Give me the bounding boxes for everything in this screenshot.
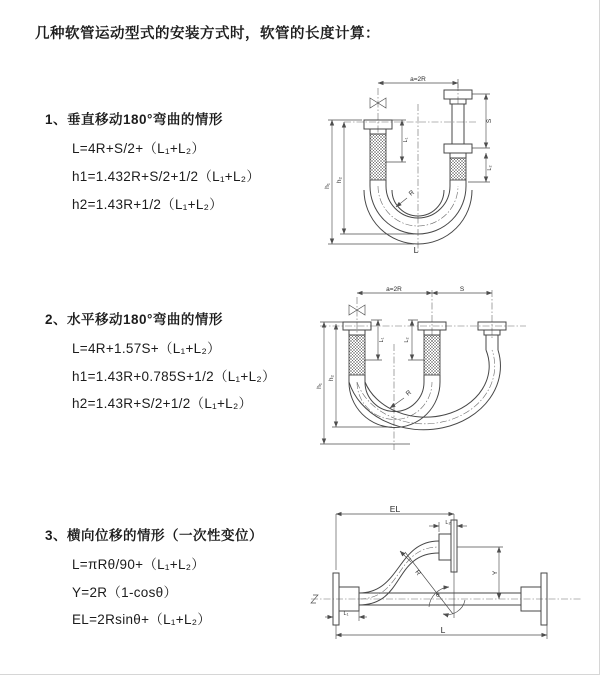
section1-formula-h2: h2=1.43R+1/2（L₁+L₂） [72,197,223,212]
diagram-lateral-displacement [303,502,588,652]
dim-l2-label: L₂ [445,520,451,526]
dim-l2-label: L₂ [404,337,410,343]
section2-formula-L: L=4R+1.57S+（L₁+L₂） [72,341,221,356]
dim-h1-label: h₁ [324,183,331,189]
section3-formula-Y: Y=2R（1-cosθ） [72,585,178,600]
right-fitting-two-positions [444,90,472,186]
dim-y-label: Y [492,570,499,576]
dimension-a-2r [357,286,432,293]
dim-h2-label: h₂ [328,374,335,382]
dim-l1-label: L₁ [343,611,349,617]
section1-formula-L: L=4R+S/2+（L₁+L₂） [72,141,206,156]
section2-formula-h1: h1=1.43R+0.785S+1/2（L₁+L₂） [72,369,276,384]
section1-formula-h1: h1=1.432R+S/2+1/2（L₁+L₂） [72,169,261,184]
dim-l-label: L [440,625,446,635]
section3-heading: 3、横向位移的情形（一次性变位） [45,528,264,543]
dimension-el [336,504,454,570]
radius-label: R [407,189,416,198]
dim-s-label: S [486,118,493,124]
section2-heading: 2、水平移动180°弯曲的情形 [45,312,223,327]
dim-l2-label: L₂ [487,165,493,171]
dimension-a-2r [378,76,458,88]
section3-formula-L: L=πRθ/90+（L₁+L₂） [72,557,206,572]
dimension-l1-bottom [325,607,367,621]
diagram-horizontal-180-bend [312,284,537,458]
hose-curved-position [359,541,439,605]
section2-formula-h2: h2=1.43R+S/2+1/2（L₁+L₂） [72,396,253,411]
dim-l1-label: L₁ [403,137,409,143]
radius-callout [390,389,413,408]
dimension-s [432,286,492,293]
radius-callout [396,189,416,207]
page-title: 几种软管运动型式的安装方式时，软管的长度计算： [35,26,380,42]
radius-label: R [404,389,413,398]
dimension-l1 [386,120,409,162]
diagram-vertical-180-bend [312,74,527,256]
dimension-l [336,625,547,639]
angle-theta [429,587,465,615]
dim-s-label: S [459,286,465,293]
length-label: L [413,245,419,255]
dim-h1-label: h₁ [316,383,323,389]
dim-h2-label: h₂ [336,176,343,184]
dim-a-label: a=2R [410,76,426,83]
radius-label: R [413,568,422,577]
dimension-s [472,94,493,148]
dim-l1-label: L₁ [379,337,385,343]
section1-heading: 1、垂直移动180°弯曲的情形 [45,112,223,127]
dim-el-label: EL [389,504,401,514]
theta-label: θ [436,592,440,599]
dimension-l2-top [429,520,467,532]
dimension-y [457,547,503,599]
section3-formula-EL: EL=2Rsinθ+（L₁+L₂） [72,612,212,627]
dimension-l2 [468,153,493,182]
dim-a-label: a=2R [386,286,402,293]
